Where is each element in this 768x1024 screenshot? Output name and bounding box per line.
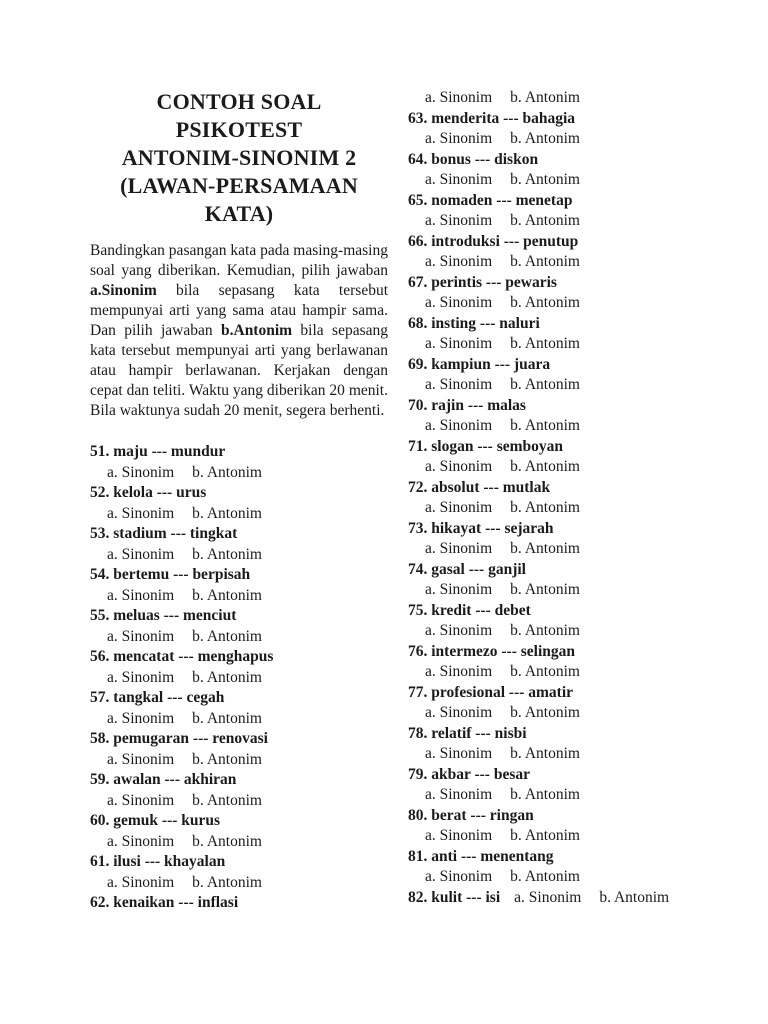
question-text: 76. intermezo --- selingan	[408, 642, 576, 660]
question-item	[408, 806, 740, 847]
question-options	[408, 826, 740, 847]
option-b-label: b. Antonim	[510, 130, 580, 147]
question-item	[408, 478, 740, 519]
option-a-label: a. Sinonim	[425, 294, 493, 311]
question-item	[408, 191, 740, 232]
option-a-label: a. Sinonim	[425, 212, 493, 229]
option-b-label: b. Antonim	[510, 417, 580, 434]
option-a-label: a. Sinonim	[425, 868, 493, 885]
question-options	[408, 457, 740, 478]
option-a-label: a. Sinonim	[425, 540, 493, 557]
question-list-left	[90, 442, 388, 914]
question-options	[90, 463, 388, 484]
question-options	[408, 170, 740, 191]
option-a-label: a. Sinonim	[107, 627, 175, 645]
option-a-label: a. Sinonim	[107, 709, 175, 727]
question-text: 52. kelola --- urus	[90, 484, 207, 501]
option-b-label: b. Antonim	[192, 791, 262, 809]
option-a-label: a. Sinonim	[425, 499, 493, 516]
question-text: 63. menderita --- bahagia	[408, 109, 576, 127]
option-b-label: b. Antonim	[192, 750, 262, 768]
option-a-label: a. Sinonim	[425, 171, 493, 188]
option-b-label: b. Antonim	[599, 888, 670, 906]
option-a-label: a. Sinonim	[107, 668, 175, 686]
question-options	[408, 867, 740, 888]
option-b-label: b. Antonim	[510, 294, 580, 311]
question-options	[90, 627, 388, 648]
option-a-label: a. Sinonim	[425, 130, 493, 147]
question-item	[408, 109, 740, 150]
question-text: 77. profesional --- amatir	[408, 683, 574, 701]
question-options	[408, 539, 740, 560]
instructions-paragraph	[90, 241, 388, 421]
question-options-carryover	[408, 88, 740, 109]
option-b-label: b. Antonim	[192, 709, 262, 727]
question-text: 58. pemugaran --- renovasi	[90, 730, 268, 747]
question-options	[90, 545, 388, 566]
question-options	[408, 785, 740, 806]
question-options	[408, 662, 740, 683]
question-item	[408, 683, 740, 724]
question-text: 74. gasal --- ganjil	[408, 560, 526, 578]
question-options	[90, 504, 388, 525]
question-item	[90, 647, 388, 688]
option-a-label: a. Sinonim	[425, 417, 493, 434]
question-text: 66. introduksi --- penutup	[408, 232, 579, 250]
question-item	[408, 519, 740, 560]
question-item	[408, 437, 740, 478]
question-item	[408, 273, 740, 314]
instructions-text: bila sepasang kata tersebut mempunyai arti yang berlawanan atau hampir berlawanan. Kerjakan dengan cepat dan teliti. Waktu yang diberikan 20 menit. Bila waktunya sudah 20 menit, segera berhenti.	[90, 322, 388, 419]
question-options	[408, 375, 740, 396]
option-b-label: b. Antonim	[192, 627, 262, 645]
option-b-label: b. Antonim	[510, 212, 580, 229]
question-options	[408, 252, 740, 273]
question-options	[408, 334, 740, 355]
question-options	[408, 416, 740, 437]
question-text: 75. kredit --- debet	[408, 601, 531, 619]
question-item	[90, 483, 388, 524]
option-a-label: a. Sinonim	[425, 335, 493, 352]
instructions-text: Bandingkan pasangan kata pada masing-masing soal yang diberikan. Kemudian, pilih jawaban	[90, 242, 388, 279]
option-a-label: a. Sinonim	[425, 89, 493, 106]
question-text: 51. maju --- mundur	[90, 443, 226, 460]
option-b-label: b. Antonim	[192, 586, 262, 604]
question-options	[90, 668, 388, 689]
question-options-inline	[514, 889, 669, 906]
option-b-label: b. Antonim	[192, 873, 262, 891]
option-b-label: b. Antonim	[510, 622, 580, 639]
question-text: 69. kampiun --- juara	[408, 355, 551, 373]
question-item	[90, 606, 388, 647]
option-a-label: a. Sinonim	[107, 873, 175, 891]
question-item	[90, 729, 388, 770]
option-b-label: b. Antonim	[192, 504, 262, 522]
question-item	[408, 232, 740, 273]
option-a-label: a. Sinonim	[107, 832, 175, 850]
question-options	[90, 750, 388, 771]
question-item	[90, 811, 388, 852]
question-options	[90, 586, 388, 607]
option-a-keyword: a.Sinonim	[90, 282, 157, 299]
question-item	[90, 893, 388, 914]
question-item	[408, 847, 740, 888]
question-options	[90, 873, 388, 894]
title-line: KATA)	[204, 201, 274, 226]
option-a-label: a. Sinonim	[107, 750, 175, 768]
option-b-label: b. Antonim	[510, 540, 580, 557]
option-b-label: b. Antonim	[510, 171, 580, 188]
option-a-label: a. Sinonim	[425, 622, 493, 639]
title-line: PSIKOTEST	[175, 117, 303, 142]
question-options	[408, 744, 740, 765]
question-text: 55. meluas --- menciut	[90, 607, 237, 624]
option-b-label: b. Antonim	[510, 786, 580, 803]
title-line: ANTONIM-SINONIM 2	[121, 145, 357, 170]
option-a-label: a. Sinonim	[425, 581, 493, 598]
question-item	[408, 601, 740, 642]
question-options	[408, 293, 740, 314]
question-item	[408, 724, 740, 765]
question-text: 64. bonus --- diskon	[408, 150, 539, 168]
question-item	[408, 314, 740, 355]
title-line: CONTOH SOAL	[156, 89, 322, 114]
option-b-label: b. Antonim	[510, 499, 580, 516]
question-list-right	[408, 88, 740, 908]
option-a-label: a. Sinonim	[107, 504, 175, 522]
question-text: 59. awalan --- akhiran	[90, 771, 237, 788]
question-options	[408, 580, 740, 601]
question-text: 62. kenaikan --- inflasi	[90, 894, 239, 911]
question-options	[408, 621, 740, 642]
question-item	[408, 560, 740, 601]
option-b-label: b. Antonim	[510, 704, 580, 721]
option-a-label: a. Sinonim	[425, 704, 493, 721]
option-b-label: b. Antonim	[192, 832, 262, 850]
left-column	[90, 88, 388, 914]
option-b-label: b. Antonim	[510, 868, 580, 885]
question-options	[408, 703, 740, 724]
option-a-label: a. Sinonim	[107, 545, 175, 563]
question-text: 80. berat --- ringan	[408, 806, 534, 824]
option-b-label: b. Antonim	[510, 335, 580, 352]
option-a-label: a. Sinonim	[107, 791, 175, 809]
option-b-label: b. Antonim	[510, 376, 580, 393]
question-item	[90, 442, 388, 483]
option-a-label: a. Sinonim	[425, 253, 493, 270]
option-b-label: b. Antonim	[510, 458, 580, 475]
question-text: 73. hikayat --- sejarah	[408, 519, 554, 537]
question-text: 79. akbar --- besar	[408, 765, 530, 783]
title-line: (LAWAN-PERSAMAAN	[120, 173, 358, 198]
question-text: 53. stadium --- tingkat	[90, 525, 238, 542]
question-text: 56. mencatat --- menghapus	[90, 648, 274, 665]
question-text: 72. absolut --- mutlak	[408, 478, 551, 496]
option-b-label: b. Antonim	[510, 89, 580, 106]
question-item-last	[408, 888, 740, 909]
question-text: 57. tangkal --- cegah	[90, 689, 225, 706]
question-item	[408, 396, 740, 437]
option-a-label: a. Sinonim	[425, 458, 493, 475]
question-item	[408, 150, 740, 191]
question-options	[408, 498, 740, 519]
question-text: 54. bertemu --- berpisah	[90, 566, 251, 583]
question-item	[408, 642, 740, 683]
option-b-label: b. Antonim	[510, 663, 580, 680]
option-b-label: b. Antonim	[510, 745, 580, 762]
question-text: 61. ilusi --- khayalan	[90, 853, 226, 870]
question-text: 71. slogan --- semboyan	[408, 437, 564, 455]
page-title	[90, 88, 388, 228]
question-options	[90, 709, 388, 730]
option-b-keyword: b.Antonim	[221, 322, 293, 339]
question-item	[90, 565, 388, 606]
question-item	[90, 524, 388, 565]
question-item	[90, 852, 388, 893]
instructions-text: bila sepasang kata tersebut mempunyai arti yang sama atau hampir sama. Dan pilih jawaban	[90, 282, 388, 339]
question-text: 67. perintis --- pewaris	[408, 273, 557, 291]
option-b-label: b. Antonim	[510, 827, 580, 844]
option-a-label: a. Sinonim	[107, 463, 175, 481]
question-text: 68. insting --- naluri	[408, 314, 540, 332]
option-b-label: b. Antonim	[510, 581, 580, 598]
option-a-label: a. Sinonim	[514, 888, 582, 906]
option-a-label: a. Sinonim	[425, 786, 493, 803]
option-b-label: b. Antonim	[192, 545, 262, 563]
question-item	[408, 355, 740, 396]
option-a-label: a. Sinonim	[425, 745, 493, 762]
question-list-right-items	[408, 109, 740, 888]
question-text: 78. relatif --- nisbi	[408, 724, 527, 742]
option-a-label: a. Sinonim	[425, 827, 493, 844]
question-text: 81. anti --- menentang	[408, 847, 554, 865]
question-text: 70. rajin --- malas	[408, 396, 526, 414]
option-b-label: b. Antonim	[192, 668, 262, 686]
option-a-label: a. Sinonim	[107, 586, 175, 604]
question-item	[408, 765, 740, 806]
question-options	[408, 129, 740, 150]
question-item	[90, 770, 388, 811]
question-text: 65. nomaden --- menetap	[408, 191, 573, 209]
option-b-label: b. Antonim	[510, 253, 580, 270]
option-b-label: b. Antonim	[192, 463, 262, 481]
question-options	[408, 211, 740, 232]
question-options	[90, 832, 388, 853]
right-column	[408, 88, 740, 908]
option-a-label: a. Sinonim	[425, 376, 493, 393]
question-text: 60. gemuk --- kurus	[90, 812, 221, 829]
option-a-label: a. Sinonim	[425, 663, 493, 680]
question-item	[90, 688, 388, 729]
question-options	[90, 791, 388, 812]
question-text: 82. kulit --- isi	[408, 888, 501, 906]
